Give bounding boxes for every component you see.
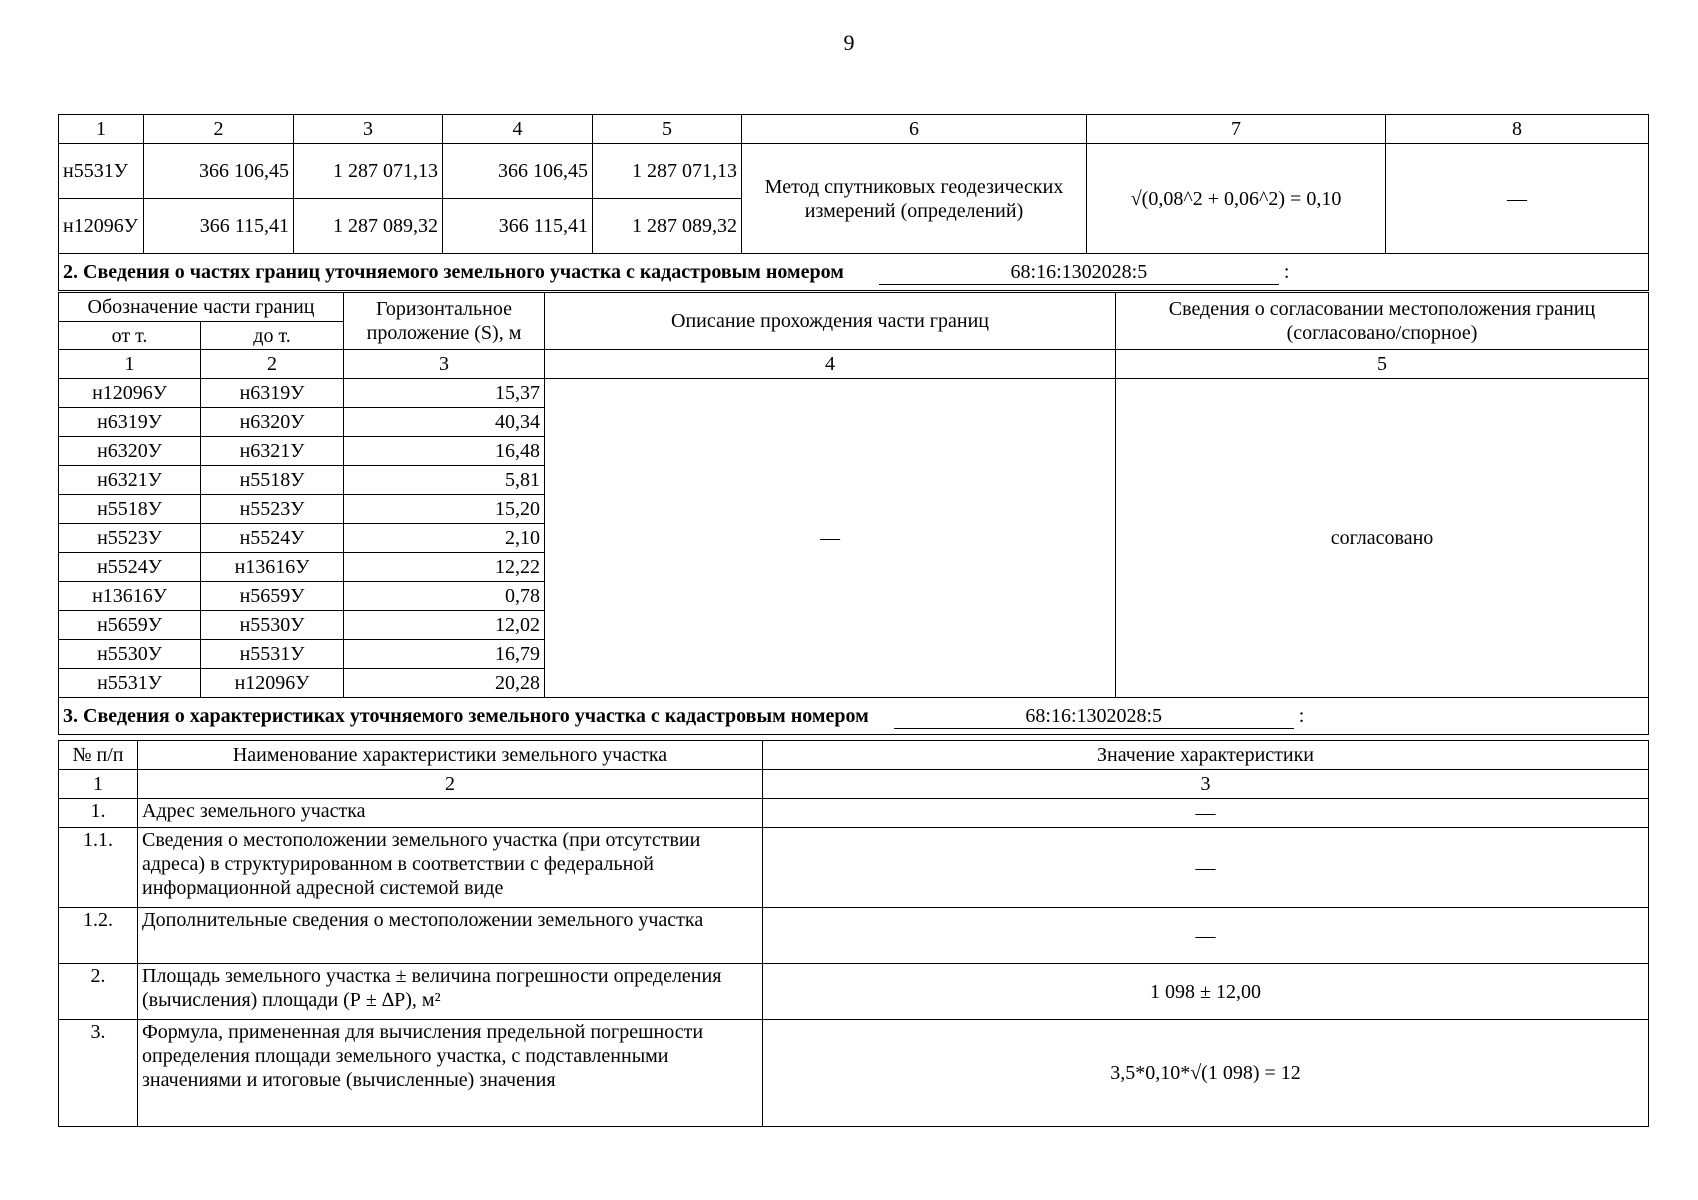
col8-cell: —	[1386, 144, 1649, 254]
value-header: Значение характеристики	[763, 741, 1649, 770]
section2-title-cell	[59, 254, 1649, 291]
horizontal-distance: 0,78	[344, 582, 545, 611]
to-point: н5530У	[201, 611, 344, 640]
section3-title-cell	[59, 698, 1649, 735]
to-point: н5531У	[201, 640, 344, 669]
horizontal-distance: 15,20	[344, 495, 545, 524]
horizontal-distance: 40,34	[344, 408, 545, 437]
characteristic-name: Адрес земельного участка	[138, 799, 763, 828]
from-point: н5530У	[59, 640, 201, 669]
col-num: 3	[344, 350, 545, 379]
from-point: н5523У	[59, 524, 201, 553]
from-point: н5531У	[59, 669, 201, 698]
row-num: 1.	[59, 799, 138, 828]
row-num: 3.	[59, 1020, 138, 1127]
boundary-parts-table	[58, 292, 1649, 735]
col-num: 4	[545, 350, 1116, 379]
characteristics-col-num-row	[59, 770, 1649, 799]
coord-x-new: 366 115,41	[443, 199, 593, 254]
to-point: н6320У	[201, 408, 344, 437]
table-row	[59, 144, 1649, 199]
description-value: —	[545, 379, 1116, 698]
characteristic-value: 3,5*0,10*√(1 098) = 12	[763, 1020, 1649, 1127]
agreement-value: согласовано	[1116, 379, 1649, 698]
to-point: н13616У	[201, 553, 344, 582]
horizontal-distance: 2,10	[344, 524, 545, 553]
characteristic-value: —	[763, 799, 1649, 828]
col-num: 4	[443, 115, 593, 144]
from-point: н5518У	[59, 495, 201, 524]
page-number: 9	[843, 30, 855, 55]
characteristic-name: Площадь земельного участка ± величина погрешности определения (вычисления) площади (Р ± ∆Р), м²	[138, 964, 763, 1020]
coord-y-new: 1 287 071,13	[593, 144, 742, 199]
from-point: н6319У	[59, 408, 201, 437]
row-num: 1.2.	[59, 908, 138, 964]
col-num: 3	[763, 770, 1649, 799]
col-num: 2	[201, 350, 344, 379]
col-num: 7	[1087, 115, 1386, 144]
to-point: н5659У	[201, 582, 344, 611]
characteristic-value: —	[763, 908, 1649, 964]
col-num: 5	[1116, 350, 1649, 379]
point-name: н5531У	[59, 144, 144, 199]
horizontal-distance: 5,81	[344, 466, 545, 495]
to-point: н5523У	[201, 495, 344, 524]
horizontal-distance: 16,48	[344, 437, 545, 466]
horizontal-distance: 12,22	[344, 553, 545, 582]
coord-x-existing: 366 115,41	[144, 199, 294, 254]
horizontal-distance: 16,79	[344, 640, 545, 669]
horizontal-distance: 20,28	[344, 669, 545, 698]
from-point: н12096У	[59, 379, 201, 408]
characteristic-name: Формула, примененная для вычисления предельной погрешности определения площади земельного участка, с подставленными значениями и итоговые (вычисленные) значения	[138, 1020, 763, 1127]
table-row	[59, 379, 1649, 408]
from-point: н6320У	[59, 437, 201, 466]
characteristics-table	[58, 740, 1649, 1127]
from-point: н6321У	[59, 466, 201, 495]
cadastral-number: 68:16:1302028:5	[894, 704, 1294, 729]
section3-title-row	[59, 698, 1649, 735]
table-row	[59, 1020, 1649, 1127]
agreement-header: Сведения о согласовании местоположения границ (согласовано/спорное)	[1116, 293, 1649, 350]
col-num: 2	[144, 115, 294, 144]
accuracy-formula-cell: √(0,08^2 + 0,06^2) = 0,10	[1087, 144, 1386, 254]
from-point: н5524У	[59, 553, 201, 582]
coord-x-existing: 366 106,45	[144, 144, 294, 199]
row-num: 2.	[59, 964, 138, 1020]
col-num: 3	[294, 115, 443, 144]
to-header: до т.	[201, 322, 344, 350]
from-point: н5659У	[59, 611, 201, 640]
horizontal-header: Горизонтальное проложение (S), м	[344, 293, 545, 350]
to-point: н6321У	[201, 437, 344, 466]
description-header: Описание прохождения части границ	[545, 293, 1116, 350]
table-row	[59, 908, 1649, 964]
coord-x-new: 366 106,45	[443, 144, 593, 199]
row-num: 1.1.	[59, 828, 138, 908]
col-num: 1	[59, 115, 144, 144]
coordinates-header-row	[59, 115, 1649, 144]
coord-y-new: 1 287 089,32	[593, 199, 742, 254]
col-num: 6	[742, 115, 1087, 144]
colon: :	[1283, 260, 1290, 283]
characteristic-name: Сведения о местоположении земельного участка (при отсутствии адреса) в структурированном в соответствии с федеральной информационной адресной системой виде	[138, 828, 763, 908]
cadastral-number: 68:16:1302028:5	[879, 260, 1279, 285]
horizontal-distance: 15,37	[344, 379, 545, 408]
point-name: н12096У	[59, 199, 144, 254]
characteristics-header-row	[59, 741, 1649, 770]
to-point: н5518У	[201, 466, 344, 495]
col-num: 5	[593, 115, 742, 144]
to-point: н5524У	[201, 524, 344, 553]
to-point: н6319У	[201, 379, 344, 408]
col-num: 2	[138, 770, 763, 799]
from-point: н13616У	[59, 582, 201, 611]
from-header: от т.	[59, 322, 201, 350]
boundary-col-num-row	[59, 350, 1649, 379]
characteristic-value: —	[763, 828, 1649, 908]
section2-title-row	[59, 254, 1649, 291]
section-title: 2. Сведения о частях границ уточняемого земельного участка с кадастровым номером	[63, 260, 844, 283]
name-header: Наименование характеристики земельного участка	[138, 741, 763, 770]
horizontal-distance: 12,02	[344, 611, 545, 640]
col-num: 8	[1386, 115, 1649, 144]
coord-y-existing: 1 287 089,32	[294, 199, 443, 254]
coordinates-table	[58, 114, 1649, 291]
col-num: 1	[59, 350, 201, 379]
characteristic-value: 1 098 ± 12,00	[763, 964, 1649, 1020]
boundary-header-row	[59, 293, 1649, 322]
coord-y-existing: 1 287 071,13	[294, 144, 443, 199]
characteristic-name: Дополнительные сведения о местоположении земельного участка	[138, 908, 763, 964]
table-row	[59, 964, 1649, 1020]
col-num: 1	[59, 770, 138, 799]
method-cell: Метод спутниковых геодезических измерений (определений)	[742, 144, 1087, 254]
num-header: № п/п	[59, 741, 138, 770]
table-row	[59, 799, 1649, 828]
table-row	[59, 828, 1649, 908]
to-point: н12096У	[201, 669, 344, 698]
colon: :	[1298, 704, 1305, 727]
section-title: 3. Сведения о характеристиках уточняемого земельного участка с кадастровым номером	[63, 704, 869, 727]
designation-header: Обозначение части границ	[59, 293, 344, 322]
